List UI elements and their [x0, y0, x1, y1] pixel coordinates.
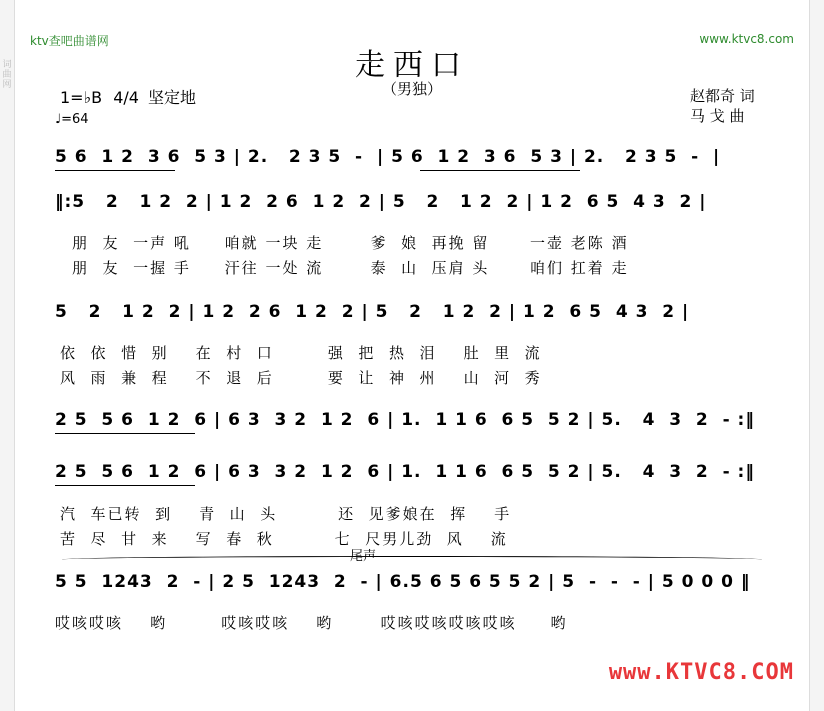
beam-line: [420, 170, 580, 171]
lyric-row-3-verse-1: 依 依 惜 别 在 村 口 强 把 热 泪 肚 里 流: [60, 344, 542, 362]
notation-row-3: 5 2 1 2 2 | 1 2 2 6 1 2 2 | 5 2 1 2 2 | 1 2 6 5 4 3 2 |: [55, 302, 690, 322]
tempo-marking: ♩=64: [55, 112, 89, 127]
beam-line: [55, 433, 195, 434]
song-title: 走西口: [355, 48, 469, 83]
credits: [690, 86, 755, 126]
lyric-row-3-verse-2: 风 雨 兼 程 不 退 后 要 让 神 州 山 河 秀: [60, 369, 542, 387]
notation-row-1: 5 6 1 2 3 6 5 3 | 2. 2 3 5 - | 5 6 1 2 3 6 5 3 | 2. 2 3 5 - |: [55, 147, 721, 167]
notation-row-4: 2 5 5 6 1 2 6 | 6 3 3 2 1 2 6 | 1. 1 1 6 6 5 5 2 | 5. 4 3 2 - :‖: [55, 410, 755, 430]
lyric-row-5-verse-2: 苦 尽 甘 来 写 春 秋 七 尺男儿劲 风 流: [60, 530, 508, 548]
left-watermark-strip: [0, 0, 15, 711]
beam-line: [55, 485, 195, 486]
lyric-row-5-verse-1: 汽 车已转 到 青 山 头 还 见爹娘在 挥 手: [60, 505, 512, 523]
notation-row-5: 2 5 5 6 1 2 6 | 6 3 3 2 1 2 6 | 1. 1 1 6 6 5 5 2 | 5. 4 3 2 - :‖: [55, 462, 755, 482]
tail-label: 尾声: [350, 549, 377, 564]
footer-watermark[interactable]: www.KTVC8.COM: [608, 660, 794, 685]
tail-slur: [62, 556, 762, 563]
side-watermark: 词曲网: [2, 60, 12, 90]
key-signature: [60, 85, 196, 108]
notation-row-6: 5 5 1243 2 - | 2 5 1243 2 - | 6.5 6 5 6 5 5 2 | 5 - - - | 5 0 0 0 ‖: [55, 572, 751, 592]
lyric-row-2-verse-1: 朋 友 一声 吼 咱就 一块 走 爹 娘 再挽 留 一壶 老陈 酒: [72, 234, 629, 252]
site-name-left[interactable]: ktv查吧曲谱网: [30, 34, 109, 48]
composer: 马 戈 曲: [690, 107, 745, 125]
lyric-row-2-verse-2: 朋 友 一握 手 汗往 一处 流 泰 山 压肩 头 咱们 扛着 走: [72, 259, 629, 277]
lyricist: 赵都奇 词: [690, 87, 755, 105]
beam-line: [55, 170, 175, 171]
key-text: 1=♭B: [60, 88, 103, 107]
meter-text: 4/4: [113, 88, 139, 107]
lyric-row-6: 哎咳哎咳 哟 哎咳哎咳 哟 哎咳哎咳哎咳哎咳 哟: [55, 614, 568, 632]
style-text: 坚定地: [148, 88, 197, 107]
site-url-right[interactable]: www.ktvc8.com: [699, 32, 794, 46]
song-subtitle: （男独）: [381, 80, 442, 98]
right-watermark-strip: [809, 0, 824, 711]
notation-row-2: ‖:5 2 1 2 2 | 1 2 2 6 1 2 2 | 5 2 1 2 2 | 1 2 6 5 4 3 2 |: [55, 192, 707, 212]
